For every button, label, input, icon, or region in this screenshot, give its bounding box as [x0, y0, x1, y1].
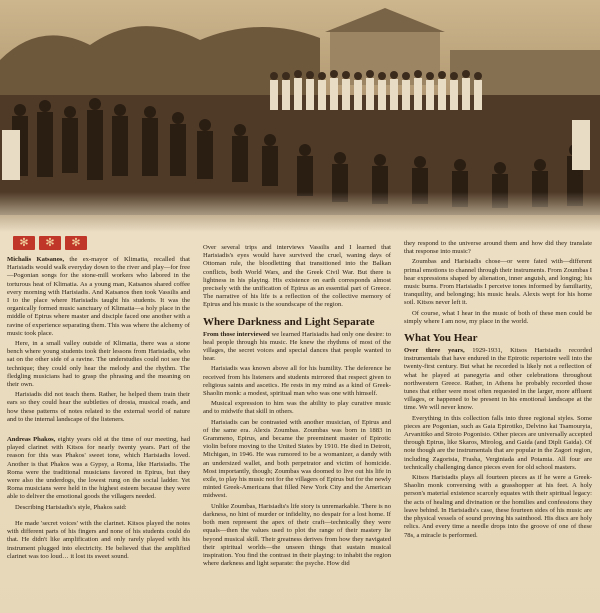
paragraph: Harisiadis did not teach them. Rather, he helped them train their ears so they could hear the subtleties of drosia, musical roads, and how these patterns of notes related to the external world of nature and to the internal landscape of the listeners.: [7, 391, 190, 423]
paragraph: Everything in this collection falls into three regional styles. Some pieces are Pogonian, such as Gaia Epirotiko, Delvino kai Tsamouryia, Arvanitiko and Stroto Pogonisio. Other pieces are universally accepted through Epirus, like Skaros, Mirolog, and Gaida (and Dipli Gaida). Of note though are the instrumentals that are popular in the Zagori region, including Zagorisia, Frasha, Verginiada and Potamia. All four are technically challenging dance pieces even for old school masters.: [404, 414, 592, 471]
paragraph: Musical expression to him was the ability to play curative music and to midwife that skill in others.: [203, 400, 391, 416]
paragraph: Zoumbas and Harisiadis chose—or were fated with—different primal emotions to channel through their instruments. From Zoumbas I hear expressions shaped by alienation, inner anguish, and longing; his music burns. From Harisiadis I perceive tones informed by familiarity, tranquility, and belonging; his music heals. Alexis wept for his home soil. Kitsos never left it.: [404, 258, 592, 307]
paragraph-lead: Michalis Katsanos,: [7, 256, 65, 263]
ornament-row: [13, 236, 190, 250]
paragraph-text: the ex-mayor of Klimatia, recalled that Harisiadis would walk everyday down to the river and play—for free—Pogonian songs for the stone-mill workers who labored in the torturous heat of Klimatia. As a young man, Katsanos shared coffee every morning with Harisiadis. And Katsanos then took Vassilis and I to the place where Harisiadis taught his students. It was the organically formed music sanctuary of Klimatia—a holy place in the middle of Epirus where master and disciple faced one another with a ravine of experience separating them. This was where the alchemy of music took place.: [7, 256, 190, 337]
ornament-icon: [65, 236, 87, 250]
paragraph-text: we learned Harisiadis had only one desire: to heal people through his music. He knew the rhythms of most of the villages, the secret voices and special dances that people wanted to hear.: [203, 330, 391, 363]
paragraph: Of course, what I hear in the music of both of these men could be simply where I am now, my place in the world.: [404, 309, 592, 325]
column-3: [404, 240, 592, 542]
paragraph: Unlike Zoumbas, Harisiadis's life story is unremarkable. There is no darkness, no hint of murder or infidelity, no despair for a lost home. If both men represent the apex of their craft—technically they were equals—then the values used to plot the range of their mastery lie beyond musical skill. Their greatness derives from how they navigated their spiritual worlds—the unseen things that sustain musical inspiration. You find the contrast in their playing: to inhabit the region where darkness and light separate: the psyche. How did: [203, 502, 391, 568]
column-2: [203, 244, 391, 570]
paragraph: Kitsos Harisiadis plays all fourteen pieces as if he were a Greek-Shaolin monk conversing with a grasshopper at his feet. A holy person's material existence scarcely equates with their spiritual legacy: the acts of healing and divination or the homilies and confessions they leave behind. In Harisiadis's case, these fourteen sides of his music are the physical vessels of sound proving his sainthood. His discs are holy relics. And every time a needle drops into the groove of one of these 78s, a miracle is performed.: [404, 474, 592, 539]
paragraph: Over several trips and interviews Vassilis and I learned that Harisiadis's eyes would have survived the cruel, waning days of Ottoman rule, the bloodletting that transitioned into the Balkan conflicts, both World Wars, and the Greek Civil War. But there is lightness in his playing. His existence on earth corresponds almost precisely with the unification of Epirus as an essential part of Greece. The narrative of his life is a reflection of the collective memory of Epirus and his music is the soundscape of the region.: [203, 244, 391, 309]
paragraph: Describing Harisiadis's style, Phakos said:: [15, 503, 127, 511]
ornament-icon: [13, 236, 35, 250]
paragraph-lead: Andreas Phakos,: [7, 436, 56, 444]
section-heading: What You Hear: [404, 332, 478, 345]
paragraph: [7, 436, 190, 502]
paragraph: [404, 347, 592, 413]
group-photo: [0, 0, 600, 232]
quote-paragraph: He made 'secret voices' with the clarinet. Kitsos played the notes with different parts of his fingers and none of his students could do that. He didn't like amplification and only rarely played with his instrument plugged into electricity. He believed that the amplified clarinet was too loud… it lost its sweet sound.: [7, 519, 190, 560]
paragraph-lead: Over three years,: [404, 347, 465, 355]
photo-fade: [0, 192, 600, 232]
paragraph-text: eighty years old at the time of our meeting, had played clarinet with Kitsos for nearly twenty years. Part of the reason for this was Phakos' sweet tone, which Harisiadis loved. Another is that Phakos was a Gypsy, a Roma, like Harisiadis. The Roma were the traditional musicians favored in Epirus, but they were also the underdogs, the lowest rung on the social ladder. Yet Roma musicians were held in the highest esteem because they were able to deliver the emotional goods the villagers needed.: [7, 436, 190, 501]
paragraph: Harisiadis can be contrasted with another musician, of Epirus and of the same era. Alexis Zoumbas. Zoumbas was born in 1883 in Grammeno, Epirus, and became the preeminent master of Epirotic violin before moving to the United States by 1910. He died in Detroit, Michigan, in 1946. He was rumored to be a womanizer, a dandy with an undersized wallet, and both perpetrator and victim of homicide. Most importantly, though; Zoumbas was doomed to live out his life in exile, to play his music not for the villagers of Epirus but for the newly minted Greek-Americans that filled New York City and the American midwest.: [203, 418, 391, 500]
paragraph-text: 1929-1931, Kitsos Harisiadis recorded instrumentals that have endured in the Epirotic repertoire well into the twenty-first century. But what he recorded is likely not a reflection of what he played at panegyria and other celebrations throughout northwestern Greece. Rather, in Athens he probably recorded those tunes that either were most often requested in the larger, more affluent villages, or happened to be present in his emotional landscape at the time. We will never know.: [404, 347, 592, 412]
column-1: [7, 232, 190, 563]
paragraph-lead: From those interviewed: [203, 330, 270, 338]
ornament-icon: [39, 236, 61, 250]
section-heading: Where Darkness and Light Separate: [203, 315, 375, 328]
paragraph: Harisiadis was known above all for his humility. The deference he received from his listeners and students mirrored that respect given to religious saints and ascetics. He rests in my mind as a kind of Greek-Shaolin monk: a modest, spiritual man who was one with himself.: [203, 365, 391, 398]
paragraph: [7, 256, 190, 338]
paragraph: [203, 331, 391, 364]
paragraph: Here, in a small valley outside of Klimatia, there was a stone bench where young students took their lessons from Harisiadis, who sat on the other side of a ravine. The understudies could not see the technique; they could only hear the melody and the rhythm. The fledgling musicians had to grasp the phrasing and the meaning on their own.: [7, 340, 190, 389]
paragraph: they respond to the universe around them and how did they translate that response into music?: [404, 240, 592, 256]
